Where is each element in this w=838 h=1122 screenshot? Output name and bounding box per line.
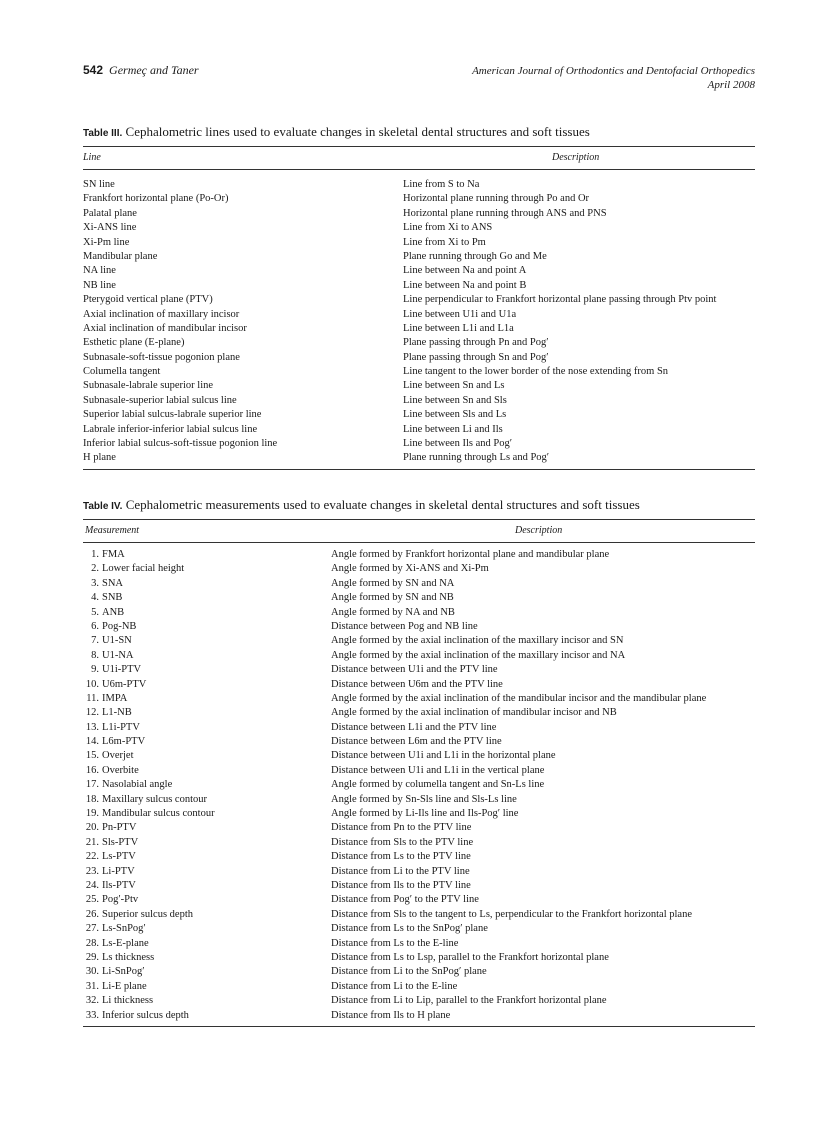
measurement-name: Sls-PTV xyxy=(102,836,139,848)
measurement-number: 11. xyxy=(86,692,99,704)
line-name: Frankfort horizontal plane (Po-Or) xyxy=(83,193,229,205)
page-number: 542 xyxy=(83,63,104,77)
measurement-name: U1i-PTV xyxy=(102,664,142,676)
measurement-description: Angle formed by Sn-Sls line and Sls-Ls line xyxy=(331,793,517,805)
table-row xyxy=(83,836,755,850)
line-description: Plane passing through Sn and Pog′ xyxy=(403,351,549,363)
table-row xyxy=(83,965,755,979)
line-name: Inferior labial sulcus-soft-tissue pogonion line xyxy=(83,438,278,450)
measurement-number: 26. xyxy=(85,908,99,920)
table-row xyxy=(83,649,755,663)
measurement-number: 16. xyxy=(85,764,99,776)
table-row xyxy=(83,893,755,907)
measurement-number: 5. xyxy=(91,606,99,618)
measurement-number: 28. xyxy=(85,937,99,949)
table-row xyxy=(83,1009,755,1023)
table-row xyxy=(83,279,755,293)
measurement-description: Distance from Sls to the tangent to Ls, perpendicular to the Frankfort horizontal plane xyxy=(331,908,692,920)
measurement-name: Li thickness xyxy=(102,995,154,1007)
measurement-number: 18. xyxy=(85,793,99,805)
line-name: Esthetic plane (E-plane) xyxy=(83,337,185,349)
table-row xyxy=(83,937,755,951)
line-name: Superior labial sulcus-labrale superior line xyxy=(83,409,262,421)
measurement-name: Overjet xyxy=(102,750,134,762)
authors: Germeç and Taner xyxy=(109,63,199,77)
line-description: Line between Sls and Ls xyxy=(403,409,507,421)
table-row xyxy=(83,293,755,307)
measurement-name: Pog-NB xyxy=(102,620,137,632)
line-name: Mandibular plane xyxy=(83,250,158,262)
table-row xyxy=(83,793,755,807)
measurement-name: Nasolabial angle xyxy=(102,779,173,791)
line-name: NA line xyxy=(83,265,116,277)
table-caption xyxy=(83,124,755,140)
measurement-description: Angle formed by NA and NB xyxy=(331,606,455,618)
measurement-name: SNB xyxy=(102,592,123,604)
measurement-number: 27. xyxy=(85,923,99,935)
measurement-description: Distance from Li to the SnPog′ plane xyxy=(331,966,487,978)
table-row xyxy=(83,308,755,322)
table-row xyxy=(83,577,755,591)
column-header-description: Description xyxy=(515,525,563,536)
table-row xyxy=(83,634,755,648)
measurement-number: 6. xyxy=(91,620,99,632)
measurement-description: Angle formed by columella tangent and Sn-Ls line xyxy=(331,779,545,791)
table-caption xyxy=(83,497,755,513)
table-row xyxy=(83,451,755,465)
measurement-description: Angle formed by the axial inclination of the maxillary incisor and SN xyxy=(331,635,624,647)
line-description: Line from Xi to Pm xyxy=(403,236,486,248)
table-row xyxy=(83,735,755,749)
measurement-name: U6m-PTV xyxy=(102,678,147,690)
table-iii xyxy=(83,124,755,470)
table-row xyxy=(83,721,755,735)
measurement-number: 21. xyxy=(85,836,99,848)
table-row xyxy=(83,778,755,792)
table-column-headers xyxy=(83,520,755,542)
measurement-name: Ls-E-plane xyxy=(102,937,149,949)
table-row xyxy=(83,663,755,677)
table-body xyxy=(83,170,755,469)
line-description: Line perpendicular to Frankfort horizontal plane passing through Ptv point xyxy=(403,294,717,306)
measurement-name: Pn-PTV xyxy=(102,822,137,834)
line-name: H plane xyxy=(83,452,116,464)
table-body xyxy=(83,543,755,1026)
table-row xyxy=(83,994,755,1008)
measurement-name: Pog′-Ptv xyxy=(102,894,139,906)
measurement-name: IMPA xyxy=(102,692,128,704)
table-row xyxy=(83,351,755,365)
table-row xyxy=(83,706,755,720)
table-bottom-rule xyxy=(83,1026,755,1027)
measurement-description: Angle formed by SN and NB xyxy=(331,592,454,604)
measurement-description: Distance between U1i and the PTV line xyxy=(331,664,498,676)
line-description: Line between U1i and U1a xyxy=(403,308,517,320)
measurement-name: Li-E plane xyxy=(102,980,147,992)
measurement-description: Distance from Pn to the PTV line xyxy=(331,822,472,834)
table-row xyxy=(83,408,755,422)
table-row xyxy=(83,620,755,634)
measurement-name: Ls-PTV xyxy=(102,851,136,863)
running-header-right xyxy=(472,64,755,92)
table-row xyxy=(83,221,755,235)
measurement-name: Superior sulcus depth xyxy=(102,908,193,920)
table-row xyxy=(83,850,755,864)
issue-date: April 2008 xyxy=(707,79,755,91)
measurement-description: Distance from Li to Lip, parallel to the Frankfort horizontal plane xyxy=(331,995,607,1007)
table-row xyxy=(83,922,755,936)
measurement-number: 25. xyxy=(85,894,99,906)
table-row xyxy=(83,394,755,408)
running-header-left xyxy=(83,63,199,78)
measurement-number: 13. xyxy=(85,721,99,733)
line-name: Axial inclination of mandibular incisor xyxy=(83,322,247,334)
measurement-number: 31. xyxy=(85,980,99,992)
measurement-number: 4. xyxy=(91,592,99,604)
measurement-name: L1i-PTV xyxy=(102,721,140,733)
table-row xyxy=(83,207,755,221)
measurement-name: Lower facial height xyxy=(102,563,185,575)
measurement-name: Ls-SnPog′ xyxy=(102,923,146,935)
measurement-description: Angle formed by SN and NA xyxy=(331,577,455,589)
table-row xyxy=(83,336,755,350)
measurement-number: 23. xyxy=(85,865,99,877)
table-row xyxy=(83,264,755,278)
measurement-name: SNA xyxy=(102,577,124,589)
measurement-number: 29. xyxy=(85,951,99,963)
table-title: Cephalometric lines used to evaluate changes in skeletal dental structures and soft tissues xyxy=(125,124,590,139)
line-name: NB line xyxy=(83,279,116,291)
line-name: Subnasale-labrale superior line xyxy=(83,380,214,392)
measurement-name: L6m-PTV xyxy=(102,736,146,748)
table-row xyxy=(83,236,755,250)
measurement-description: Angle formed by the axial inclination of the mandibular incisor and the mandibular plane xyxy=(331,692,707,704)
line-name: Labrale inferior-inferior labial sulcus line xyxy=(83,423,258,435)
measurement-description: Distance from Ls to the E-line xyxy=(331,937,459,949)
measurement-number: 14. xyxy=(85,736,99,748)
column-header-line: Line xyxy=(83,152,101,163)
measurement-name: ANB xyxy=(102,606,125,618)
measurement-description: Distance between Pog and NB line xyxy=(331,620,478,632)
table-bottom-rule xyxy=(83,469,755,470)
measurement-description: Angle formed by the axial inclination of the maxillary incisor and NA xyxy=(331,649,626,661)
measurement-description: Distance from Li to the E-line xyxy=(331,980,458,992)
table-title: Cephalometric measurements used to evaluate changes in skeletal dental structures and soft tissues xyxy=(125,497,640,512)
table-row xyxy=(83,192,755,206)
measurement-number: 1. xyxy=(91,549,99,560)
table-row xyxy=(83,879,755,893)
table-row xyxy=(83,591,755,605)
measurement-description: Angle formed by Xi-ANS and Xi-Pm xyxy=(331,563,489,575)
table-row xyxy=(83,562,755,576)
line-description: Line tangent to the lower border of the nose extending from Sn xyxy=(403,366,669,378)
line-name: Xi-Pm line xyxy=(83,236,130,248)
line-name: Pterygoid vertical plane (PTV) xyxy=(83,294,213,306)
measurement-number: 20. xyxy=(85,822,99,834)
measurement-description: Distance from Pog′ to the PTV line xyxy=(331,894,479,906)
line-description: Plane running through Go and Me xyxy=(403,250,547,262)
measurement-name: Li-PTV xyxy=(102,865,135,877)
line-name: Palatal plane xyxy=(83,207,137,219)
measurement-number: 24. xyxy=(85,879,99,891)
journal-name: American Journal of Orthodontics and Dentofacial Orthopedics xyxy=(472,65,755,77)
measurement-name: Ils-PTV xyxy=(102,879,136,891)
measurement-description: Angle formed by Li-Ils line and Ils-Pog′ line xyxy=(331,808,519,820)
measurement-name: Overbite xyxy=(102,764,139,776)
measurement-number: 9. xyxy=(91,664,99,676)
measurement-name: Inferior sulcus depth xyxy=(102,1009,189,1021)
measurement-number: 2. xyxy=(91,563,99,575)
table-row xyxy=(83,322,755,336)
measurement-name: FMA xyxy=(102,549,125,560)
line-name: Subnasale-soft-tissue pogonion plane xyxy=(83,351,240,363)
measurement-description: Distance from Li to the PTV line xyxy=(331,865,470,877)
table-row xyxy=(83,807,755,821)
measurement-number: 8. xyxy=(91,649,99,661)
measurement-name: Li-SnPog′ xyxy=(102,966,145,978)
table-row xyxy=(83,821,755,835)
table-row xyxy=(83,606,755,620)
measurement-description: Distance between L1i and the PTV line xyxy=(331,721,497,733)
measurement-number: 15. xyxy=(85,750,99,762)
measurement-number: 12. xyxy=(85,707,99,719)
measurement-number: 19. xyxy=(85,808,99,820)
measurement-name: L1-NB xyxy=(102,707,132,719)
line-name: SN line xyxy=(83,179,115,190)
line-description: Plane running through Ls and Pog′ xyxy=(403,452,550,464)
line-description: Line between Sn and Ls xyxy=(403,380,505,392)
line-description: Line between Sn and Sls xyxy=(403,394,507,406)
table-row xyxy=(83,908,755,922)
measurement-description: Distance between L6m and the PTV line xyxy=(331,736,502,748)
table-row xyxy=(83,764,755,778)
measurement-description: Distance from Ls to the PTV line xyxy=(331,851,471,863)
measurement-description: Distance from Ls to Lsp, parallel to the Frankfort horizontal plane xyxy=(331,951,609,963)
line-description: Horizontal plane running through ANS and PNS xyxy=(403,207,607,219)
line-description: Line between Li and Ils xyxy=(403,423,503,435)
measurement-description: Distance from Ils to H plane xyxy=(331,1009,451,1021)
table-row xyxy=(83,365,755,379)
line-description: Line between Ils and Pog′ xyxy=(403,438,513,450)
table-row xyxy=(83,250,755,264)
line-description: Line from Xi to ANS xyxy=(403,222,493,234)
table-label: Table IV. xyxy=(83,501,123,512)
column-header-measurement: Measurement xyxy=(85,525,140,536)
measurement-number: 22. xyxy=(85,851,99,863)
line-description: Line between Na and point B xyxy=(403,279,527,291)
table-row xyxy=(83,178,755,192)
line-name: Subnasale-superior labial sulcus line xyxy=(83,394,237,406)
table-column-headers xyxy=(83,147,755,169)
line-description: Plane passing through Pn and Pog′ xyxy=(403,337,549,349)
measurement-number: 7. xyxy=(91,635,99,647)
measurement-description: Distance from Ils to the PTV line xyxy=(331,879,471,891)
measurement-description: Distance between U1i and L1i in the vertical plane xyxy=(331,764,545,776)
measurement-name: U1-NA xyxy=(102,649,134,661)
measurement-number: 30. xyxy=(85,966,99,978)
measurement-description: Distance between U1i and L1i in the horizontal plane xyxy=(331,750,556,762)
table-row xyxy=(83,379,755,393)
line-name: Columella tangent xyxy=(83,366,161,378)
measurement-number: 32. xyxy=(85,995,99,1007)
measurement-description: Angle formed by Frankfort horizontal plane and mandibular plane xyxy=(331,549,610,560)
line-description: Line from S to Na xyxy=(403,179,480,190)
line-name: Axial inclination of maxillary incisor xyxy=(83,308,240,320)
table-iv xyxy=(83,497,755,1027)
table-row xyxy=(83,692,755,706)
line-name: Xi-ANS line xyxy=(83,222,137,234)
measurement-number: 10. xyxy=(85,678,99,690)
measurement-description: Angle formed by the axial inclination of mandibular incisor and NB xyxy=(331,707,617,719)
measurement-name: Maxillary sulcus contour xyxy=(102,793,207,805)
table-label: Table III. xyxy=(83,128,123,139)
table-row xyxy=(83,548,755,562)
table-row xyxy=(83,865,755,879)
column-header-description: Description xyxy=(552,152,600,163)
measurement-description: Distance between U6m and the PTV line xyxy=(331,678,503,690)
table-row xyxy=(83,678,755,692)
line-description: Line between Na and point A xyxy=(403,265,527,277)
measurement-number: 3. xyxy=(91,577,99,589)
measurement-name: Ls thickness xyxy=(102,951,155,963)
line-description: Horizontal plane running through Po and Or xyxy=(403,193,590,205)
table-row xyxy=(83,951,755,965)
table-row xyxy=(83,423,755,437)
measurement-name: U1-SN xyxy=(102,635,132,647)
measurement-description: Distance from Ls to the SnPog′ plane xyxy=(331,923,488,935)
measurement-description: Distance from Sls to the PTV line xyxy=(331,836,474,848)
measurement-name: Mandibular sulcus contour xyxy=(102,808,215,820)
table-row xyxy=(83,749,755,763)
table-row xyxy=(83,980,755,994)
measurement-number: 17. xyxy=(85,779,99,791)
line-description: Line between L1i and L1a xyxy=(403,322,514,334)
measurement-number: 33. xyxy=(85,1009,99,1021)
table-row xyxy=(83,437,755,451)
